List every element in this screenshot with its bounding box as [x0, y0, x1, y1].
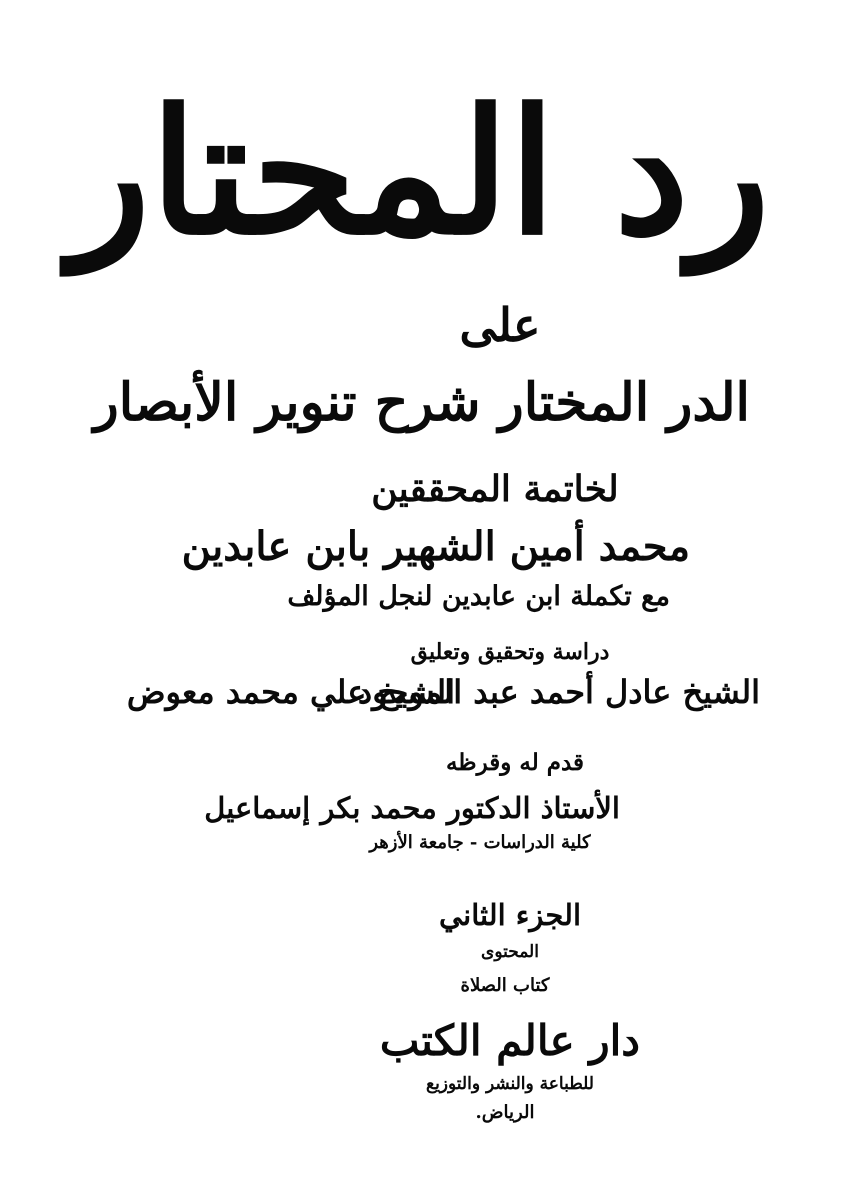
contents-label: المحتوى	[481, 942, 539, 962]
contents-value: كتاب الصلاة	[460, 975, 550, 996]
editor-2: الشيخ علي محمد معوض	[126, 673, 455, 711]
foreword-note: قدم له وقرظه	[445, 749, 585, 776]
publisher-city: الرياض.	[475, 1102, 535, 1123]
foreword-author: الأستاذ الدكتور محمد بكر إسماعيل	[204, 791, 620, 825]
edition-note: دراسة وتحقيق وتعليق	[410, 639, 610, 665]
title-connector: على	[459, 298, 541, 352]
volume-label: الجزء الثاني	[438, 898, 582, 932]
foreword-affiliation: كلية الدراسات - جامعة الأزهر	[369, 832, 591, 853]
publisher-tagline: للطباعة والنشر والتوزيع	[426, 1074, 594, 1094]
main-title: رد المحتار	[69, 71, 770, 273]
author-name: محمد أمين الشهير بابن عابدين	[181, 523, 690, 570]
supplement-note: مع تكملة ابن عابدين لنجل المؤلف	[287, 581, 670, 612]
editor-1: الشيخ عادل أحمد عبد الموجود	[357, 673, 760, 711]
subtitle: الدر المختار شرح تنوير الأبصار	[93, 372, 750, 433]
publisher-name: دار عالم الكتب	[379, 1016, 640, 1065]
author-epithet: لخاتمة المحققين	[371, 468, 619, 510]
